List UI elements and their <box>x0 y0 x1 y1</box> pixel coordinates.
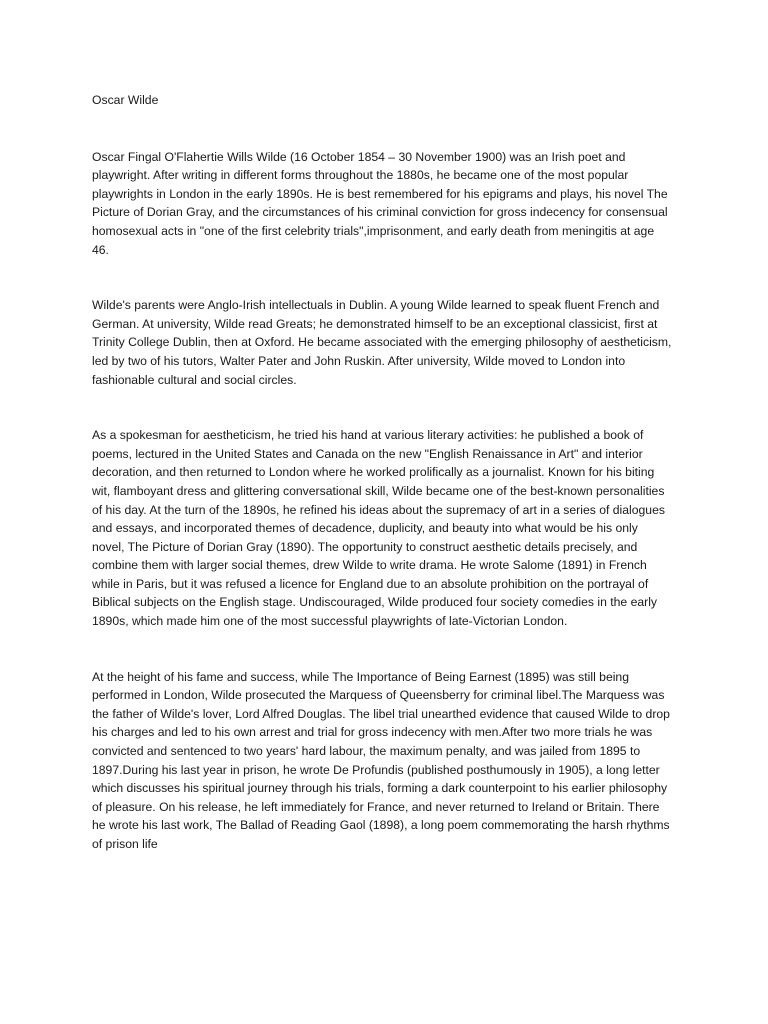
document-title: Oscar Wilde <box>92 93 159 107</box>
paragraph-aestheticism: As a spokesman for aestheticism, he tried his hand at various literary activities: he published a book of poems, lectured in the United States and Canada on the new "English Renaissance in Art" and interior decoration, and then returned to London where he worked prolifically as a journalist. Known for his biting wit, flamboyant dress and glittering conversational skill, Wilde became one of the best-known personalities of his day. At the turn of the 1890s, he refined his ideas about the supremacy of art in a series of dialogues and essays, and incorporated themes of decadence, duplicity, and beauty into what would be his only novel, The Picture of Dorian Gray (1890). The opportunity to construct aesthetic details precisely, and combine them with larger social themes, drew Wilde to write drama. He wrote Salome (1891) in French while in Paris, but it was refused a licence for England due to an absolute prohibition on the portrayal of Biblical subjects on the English stage. Undiscouraged, Wilde produced four society comedies in the early 1890s, which made him one of the most successful playwrights of late-Victorian London. <box>92 428 665 629</box>
paragraph-intro: Oscar Fingal O'Flahertie Wills Wilde (16 October 1854 – 30 November 1900) was an Irish poet and playwright. After writing in different forms throughout the 1880s, he became one of the most popular playwrights in London in the early 1890s. He is best remembered for his epigrams and plays, his novel The Picture of Dorian Gray, and the circumstances of his criminal conviction for gross indecency for consensual homosexual acts in "one of the first celebrity trials",imprisonment, and early death from meningitis at age 46. <box>92 149 668 257</box>
paragraph-early-life: Wilde's parents were Anglo-Irish intellectuals in Dublin. A young Wilde learned to speak fluent French and German. At university, Wilde read Greats; he demonstrated himself to be an exceptional classicist, first at Trinity College Dublin, then at Oxford. He became associated with the emerging philosophy of aestheticism, led by two of his tutors, Walter Pater and John Ruskin. After university, Wilde moved to London into fashionable cultural and social circles. <box>92 298 672 387</box>
paragraph-trials: At the height of his fame and success, while The Importance of Being Earnest (1895) was still being performed in London, Wilde prosecuted the Marquess of Queensberry for criminal libel.The Marquess was the father of Wilde's lover, Lord Alfred Douglas. The libel trial unearthed evidence that caused Wilde to drop his charges and led to his own arrest and trial for gross indecency with men.After two more trials he was convicted and sentenced to two years' hard labour, the maximum penalty, and was jailed from 1895 to 1897.During his last year in prison, he wrote De Profundis (published posthumously in 1905), a long letter which discusses his spiritual journey through his trials, forming a dark counterpoint to his earlier philosophy of pleasure. On his release, he left immediately for France, and never returned to Ireland or Britain. There he wrote his last work, The Ballad of Reading Gaol (1898), a long poem commemorating the harsh rhythms of prison life <box>92 669 670 851</box>
document-body <box>92 91 672 891</box>
